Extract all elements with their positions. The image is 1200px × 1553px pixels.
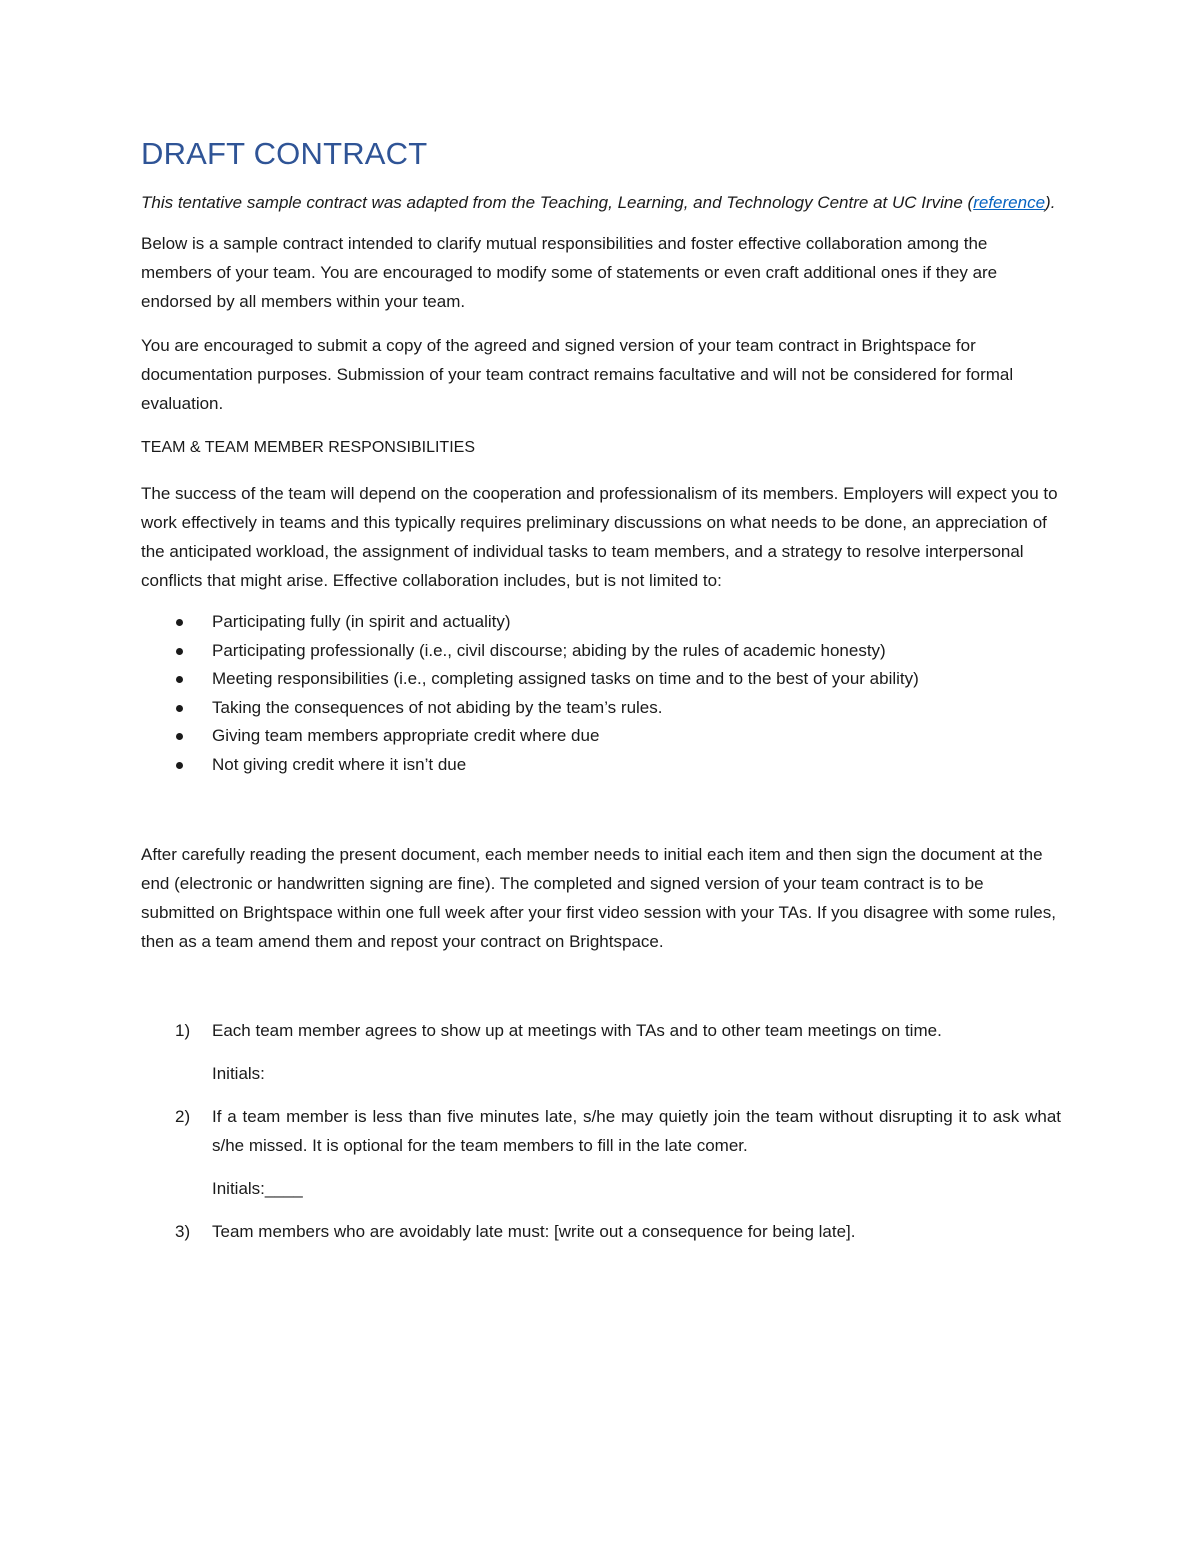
bullet-icon — [176, 705, 183, 712]
rules-list — [141, 1016, 1061, 1246]
rule-text: Each team member agrees to show up at meetings with TAs and to other team meetings on time. — [212, 1020, 942, 1040]
rule-item — [141, 1102, 1061, 1203]
rule-text: If a team member is less than five minutes late, s/he may quietly join the team without disrupting it to ask what s/he missed. It is optional for the team members to fill in the late comer. — [212, 1106, 1061, 1155]
rule-item — [141, 1217, 1061, 1246]
list-item: Participating professionally (i.e., civil discourse; abiding by the rules of academic honesty) — [141, 637, 1061, 666]
bullet-icon — [176, 619, 183, 626]
document-body — [141, 136, 1061, 1260]
intro-paragraph — [141, 188, 1061, 217]
paragraph-team-success: The success of the team will depend on the cooperation and professionalism of its members. Employers will expect you to work effectively in teams and this typically requires preliminary discussions on what needs to be done, an appreciation of the anticipated workload, the assignment of individual tasks to team members, and a strategy to resolve interpersonal conflicts that might arise. Effective collaboration includes, but is not limited to: — [141, 484, 1058, 590]
intro-text: This tentative sample contract was adapted from the Teaching, Learning, and Technology Centre at UC Irvine ( — [141, 193, 974, 212]
list-item: Participating fully (in spirit and actuality) — [141, 608, 1061, 637]
initials-field[interactable]: Initials:____ — [212, 1178, 303, 1198]
list-item: Taking the consequences of not abiding by the team’s rules. — [141, 694, 1061, 723]
rule-item — [141, 1016, 1061, 1088]
bullet-icon — [176, 648, 183, 655]
initials-field[interactable]: Initials: — [212, 1063, 265, 1083]
paragraph-submission: You are encouraged to submit a copy of the agreed and signed version of your team contract in Brightspace for documentation purposes. Submission of your team contract remains facultative and will not be considered for formal evaluation. — [141, 336, 1014, 413]
bullet-icon — [176, 676, 183, 683]
collaboration-list — [141, 608, 1061, 780]
bullet-icon — [176, 733, 183, 740]
rule-text: Team members who are avoidably late must: [write out a consequence for being late]. — [212, 1221, 856, 1241]
reference-link[interactable]: reference — [973, 193, 1046, 212]
paragraph-sample-contract: Below is a sample contract intended to clarify mutual responsibilities and foster effective collaboration among the members of your team. You are encouraged to modify some of statements or even craft additional ones if they are endorsed by all members within your team. — [141, 234, 998, 311]
list-item: Meeting responsibilities (i.e., completing assigned tasks on time and to the best of your ability) — [141, 665, 1061, 694]
bullet-icon — [176, 762, 183, 769]
rule-number: 3) — [175, 1221, 191, 1241]
document-title: DRAFT CONTRACT — [141, 136, 428, 171]
list-item: Not giving credit where it isn’t due — [141, 751, 1061, 780]
rule-number: 1) — [175, 1020, 191, 1040]
intro-text-end: ). — [1045, 193, 1056, 212]
paragraph-instructions: After carefully reading the present document, each member needs to initial each item and then sign the document at the end (electronic or handwritten signing are fine). The completed and signed version of your team contract is to be submitted on Brightspace within one full week after your first video session with your TAs. If you disagree with some rules, then as a team amend them and repost your contract on Brightspace. — [141, 844, 1056, 951]
list-item: Giving team members appropriate credit where due — [141, 722, 1061, 751]
rule-number: 2) — [175, 1106, 191, 1126]
section-heading: TEAM & TEAM MEMBER RESPONSIBILITIES — [141, 439, 475, 456]
